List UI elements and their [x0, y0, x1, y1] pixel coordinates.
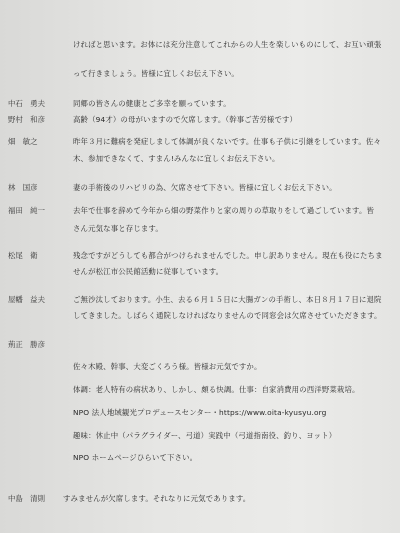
- entry-text-line: NPO 法人地域観光プロデュースセンター・https://www.oita-kyusyu.org: [73, 408, 327, 417]
- entry-text-line: 残念ですがどうしても都合がつけられませんでした。申し訳ありません。現在も役にたちま: [73, 251, 383, 260]
- entry-text-line: 高齢（94才）の母がいますので欠席します。（幹事ご苦労様です）: [73, 115, 298, 124]
- entry-text-line: さん元気な事と存じます。: [73, 224, 163, 233]
- entry-text-line: してきました。しばらく通院しなければなりませんので同窓会は欠席させていただきます。: [73, 311, 382, 320]
- entry-author-name: 中島 清則: [8, 494, 45, 503]
- entry-author-name: 中石 勇夫: [8, 99, 45, 108]
- entry-text-line: って行きましょう。皆様に宜しくお伝え下さい。: [73, 69, 239, 78]
- entry-author-name: 荊正 勝彦: [8, 340, 45, 349]
- entry-author-name: 松尾 衛: [8, 251, 38, 260]
- entry-text-line: 木、参加できなくて、すまん!みんなに宜しくお伝え下さい。: [73, 154, 280, 163]
- entry-text-line: ければと思います。お体には充分注意してこれからの人生を楽しいものにして、お互い頑張: [73, 40, 382, 49]
- entry-text-line: 昨年３月に難病を発症しまして体調が良くないです。仕事も子供に引継をしています。佐々: [73, 137, 381, 146]
- entry-text-line: 佐々木殿、幹事、大変ごくろう様。皆様お元気ですか。: [73, 362, 262, 371]
- entry-author-name: 福田 純一: [8, 206, 45, 215]
- entry-text-line: 妻の手術後のリハビリの為、欠席させて下さい。皆様に宜しくお伝え下さい。: [73, 183, 337, 192]
- entry-text-line: ご無沙汰しております。小生、去る６月１５日に大腸ガンの手術し、本日８月１７日に退院: [73, 295, 382, 304]
- entry-author-name: 林 国彦: [8, 183, 38, 192]
- entry-text-line: 同郷の皆さんの健康とご多幸を願っています。: [73, 99, 231, 108]
- entry-author-name: 屋幡 益夫: [8, 295, 45, 304]
- entry-text-line: 去年で仕事を辞めて今年から畑の野菜作りと家の周りの草取りをして過ごしています。皆: [73, 206, 375, 215]
- entry-text-line: 体調：老人特有の病状あり、しかし、頗る快調。仕事：自家消費用の西洋野菜栽培。: [73, 385, 360, 394]
- entry-author-name: 畑 敏之: [8, 137, 38, 146]
- entry-text-line: 趣味：休止中（パラグライダー、弓道）実践中（弓道指南役、釣り、ヨット）: [73, 431, 337, 440]
- entry-author-name: 野村 和彦: [8, 115, 45, 124]
- entry-text-line: すみませんが欠席します。それなりに元気であります。: [63, 494, 251, 503]
- entry-text-line: せんが松江市公民館活動に従事しています。: [73, 267, 224, 276]
- entry-text-line: NPO ホームページひらいて下さい。: [73, 453, 198, 462]
